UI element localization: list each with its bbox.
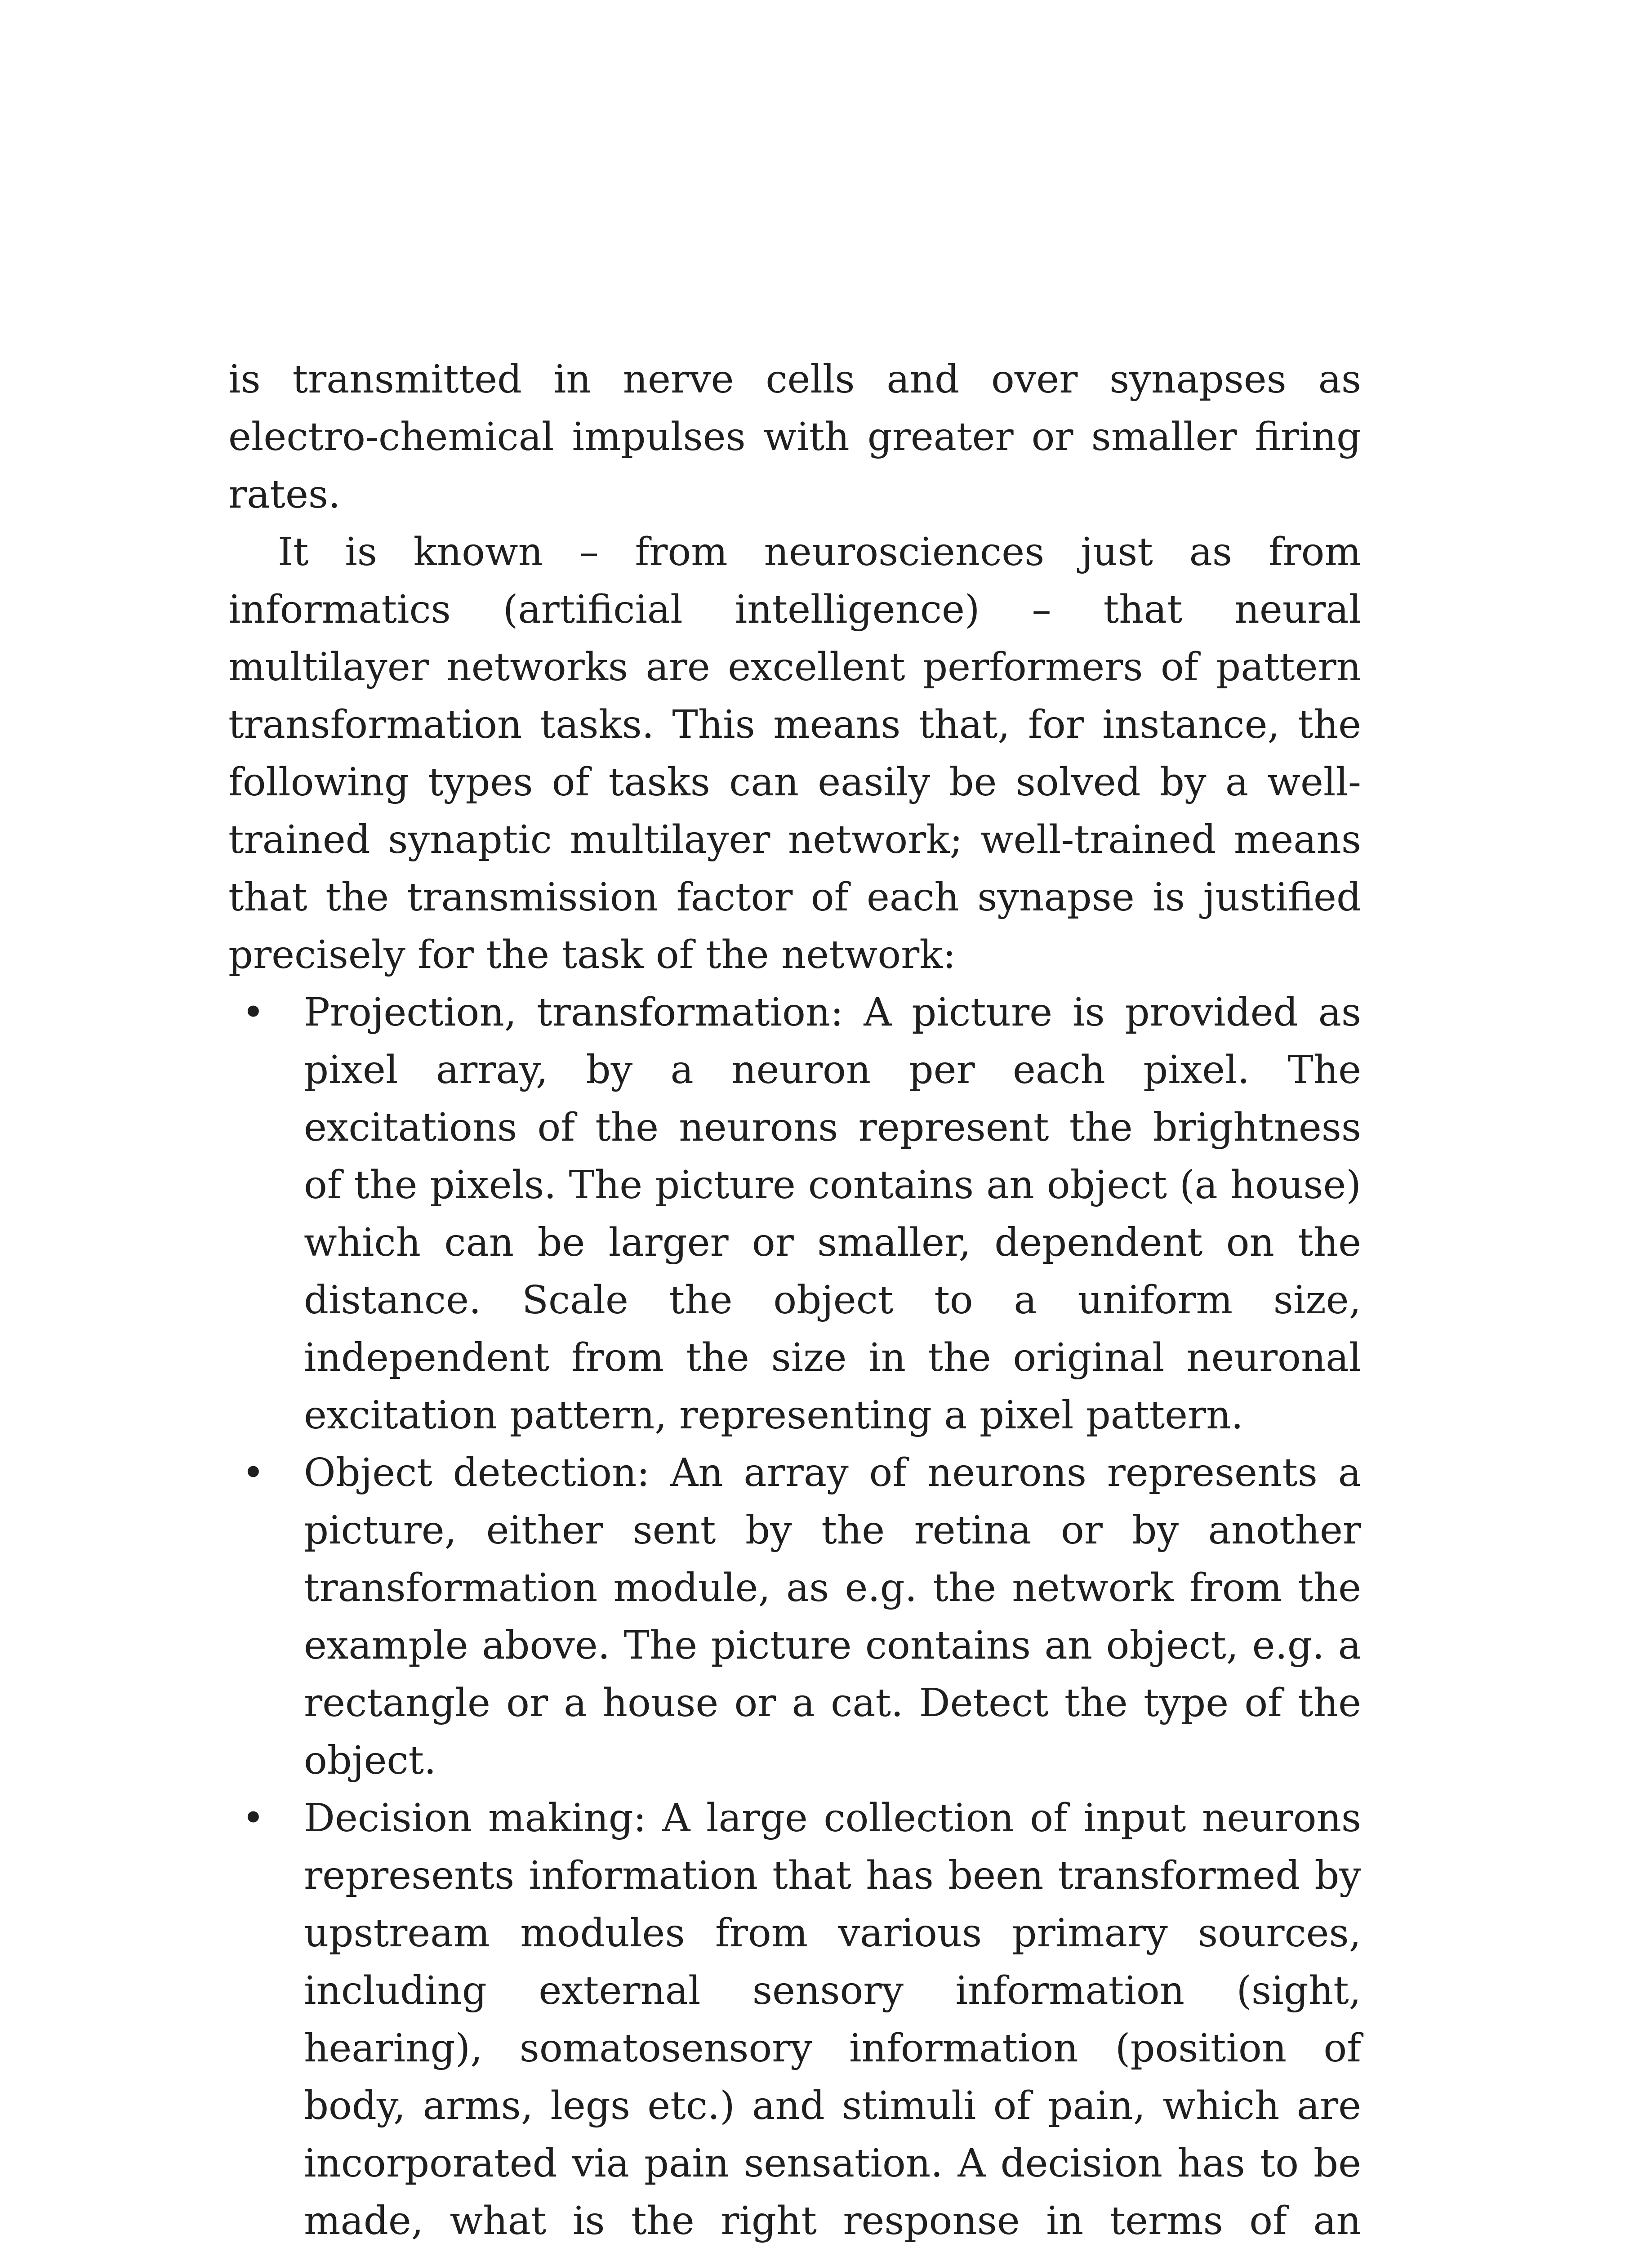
paragraph-continuation: is transmitted in nerve cells and over synapses as electro-chemical impulses with greater or smaller firing rates. (228, 357, 1361, 517)
list-item-object-detection (228, 1444, 1361, 1789)
paragraph-neural-networks: It is known – from neurosciences just as from informatics (artificial intelligence) – that neural multilayer networks are excellent performers of pattern transformation tasks. This means that, for instance, the following types of tasks can easily be solved by a well-trained synaptic multilayer network; well-trained means that the transmission factor of each synapse is justified precisely for the task of the network: (228, 530, 1361, 977)
list-item-projection (228, 984, 1361, 1444)
list-item-decision-making (228, 1789, 1361, 2248)
bullet-icon: • (242, 1450, 265, 1495)
list-item-text: Decision making: A large collection of input neurons represents information that has been transformed by upstream modules from various primary sources, including external sensory information (sight, hearing), somatosensory information (position of body, arms, legs etc.) and stimuli of pain, which are incorporated via pain sensation. A decision has to be made, what is the right response in terms of an (304, 1796, 1361, 2244)
list-item-text: Object detection: An array of neurons represents a picture, either sent by the retina or by another transformation module, as e.g. the network from the example above. The picture contains an object, e.g. a rectangle or a house or a cat. Detect the type of the object. (304, 1450, 1361, 1783)
task-list (228, 984, 1361, 2248)
list-item-text: Projection, transformation: A picture is provided as pixel array, by a neuron per each pixel. The excitations of the neurons represent the brightness of the pixels. The picture contains an object (a house) which can be larger or smaller, dependent on the distance. Scale the object to a uniform size, independent from the size in the original neuronal excitation pattern, representing a pixel pattern. (304, 990, 1361, 1438)
body-text (228, 351, 1361, 2248)
bullet-icon: • (242, 990, 265, 1035)
bullet-icon: • (242, 1796, 265, 1841)
